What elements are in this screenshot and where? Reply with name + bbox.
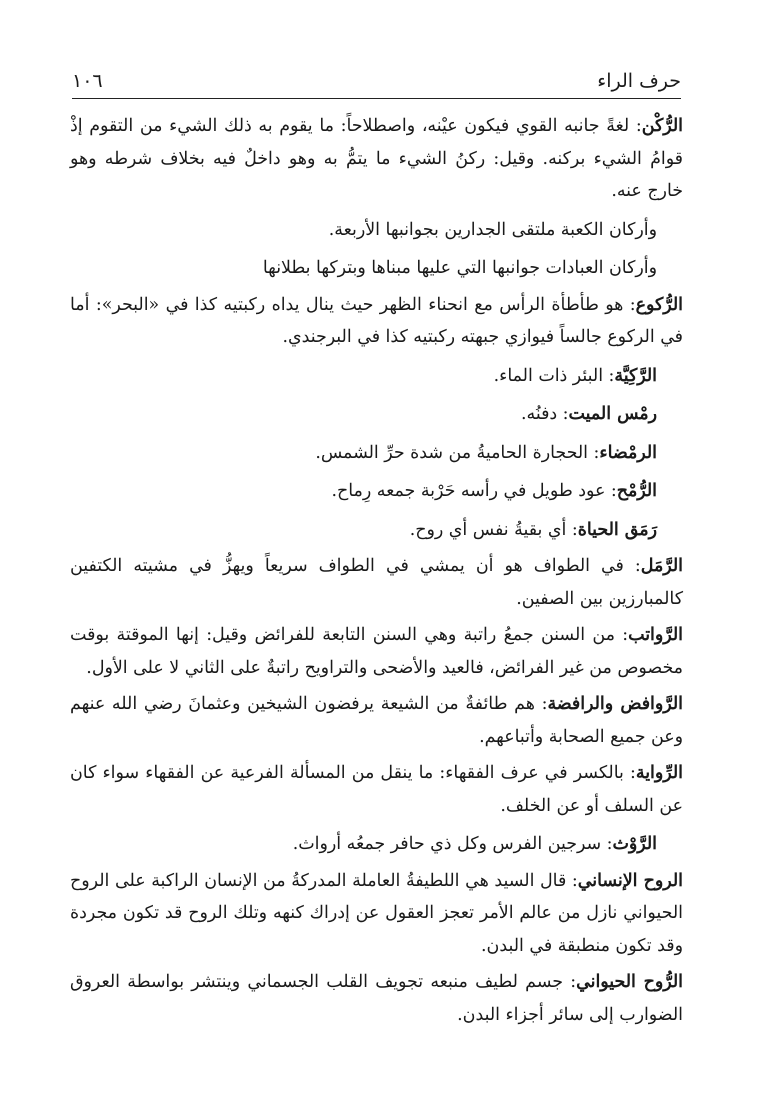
entry-rams bbox=[70, 398, 683, 431]
entry-term: الرَّواتب bbox=[628, 625, 683, 645]
entry-text: : أي بقيةُ نفس أي روح. bbox=[409, 519, 578, 540]
entry-term: الروح الإنساني bbox=[577, 870, 683, 891]
entry-text: : الحجارة الحاميةُ من شدة حرِّ الشمس. bbox=[315, 442, 600, 463]
entry-rawatib bbox=[70, 619, 683, 684]
entry-text: : هو طأطأة الرأس مع انحناء الظهر حيث ينال يداه ركبتيه كذا في «البحر»: أما في الركوع جالساً فيوازي جبهته ركبتيه كذا في البرجندي. bbox=[70, 294, 683, 347]
entry-term: الرُّوح الحيواني bbox=[576, 972, 683, 992]
entry-text: : قال السيد هي اللطيفةُ العاملة المدركةُ من الإنسان الراكبة على الروح الحيواني نازل من عالم الأمر تعجز العقول عن إدراك كنهه وتلك الروح قد تكون مجردة وقد تكون منطبقة في البدن. bbox=[70, 870, 683, 956]
entry-text: وأركان العبادات جوانبها التي عليها مبناها وبتركها بطلانها bbox=[262, 258, 657, 278]
entry-text: : من السنن جمعُ راتبة وهي السنن التابعة للفرائض وقيل: إنها الموقتة بوقت مخصوص من غير الفرائض، فالعيد والأضحى والتراويح راتبةٌ على الثاني لا على الأول. bbox=[70, 625, 683, 678]
entry-term: الرُّمْح bbox=[616, 481, 657, 501]
page-header bbox=[72, 64, 681, 99]
entry-text: : بالكسر في عرف الفقهاء: ما ينقل من المسألة الفرعية عن الفقهاء سواء كان عن السلف أو عن الخلف. bbox=[70, 763, 683, 816]
entry-text: : دفنُه. bbox=[521, 404, 569, 424]
entry-term: الرمْضاء bbox=[599, 442, 657, 463]
entry-term: رمْس الميت bbox=[568, 404, 657, 424]
entry-text: : البئر ذات الماء. bbox=[493, 365, 615, 386]
entry-rakiyya bbox=[70, 360, 683, 393]
page-number: ١٠٦ bbox=[72, 70, 103, 92]
entry-rawth bbox=[70, 828, 683, 861]
entry-rumh bbox=[70, 475, 683, 508]
entry-text: : في الطواف هو أن يمشي في الطواف سريعاً ويهزُّ في مشيته الكتفين كالمبارزين بين الصفين. bbox=[70, 556, 683, 609]
entry-ramal bbox=[70, 550, 683, 615]
entry-rukoo bbox=[70, 289, 683, 354]
entry-note-ibadat bbox=[70, 252, 683, 285]
entry-rawafid bbox=[70, 688, 683, 753]
entry-text: وأركان الكعبة ملتقى الجدارين بجوانبها الأربعة. bbox=[328, 219, 657, 240]
entry-ramaq bbox=[70, 514, 683, 547]
entry-text: : عود طويل في رأسه حَرْبة جمعه رِماح. bbox=[331, 481, 617, 501]
entry-term: الرَّوْث bbox=[612, 834, 657, 854]
entry-ruh-insani bbox=[70, 865, 683, 963]
entry-term: رَمَق الحياة bbox=[577, 519, 657, 540]
entry-term: الرَّمَل bbox=[640, 556, 683, 576]
section-title: حرف الراء bbox=[597, 70, 681, 92]
entry-ruh-hayawani bbox=[70, 966, 683, 1031]
entry-text: : لغةً جانبه القوي فيكون عيْنه، واصطلاحاً: ما يقوم به ذلك الشيء من التقوم إذْ قوامُ الشيء بركنه. وقيل: ركنُ الشيء ما يتمُّ به وهو داخلٌ فيه بخلاف شرطه وهو خارج عنه. bbox=[70, 116, 683, 201]
entry-riwaya bbox=[70, 757, 683, 822]
entry-ramdaa bbox=[70, 437, 683, 470]
entry-term: الرَّوافض والرافضة bbox=[547, 694, 683, 714]
entry-term: الرِّواية bbox=[635, 763, 683, 783]
entry-term: الرُّكوع bbox=[635, 294, 683, 315]
entry-note-kaaba bbox=[70, 214, 683, 247]
entry-term: الرُّكْن bbox=[641, 116, 683, 136]
entry-term: الرَّكِيَّة bbox=[614, 365, 657, 386]
entry-text: : جسم لطيف منبعه تجويف القلب الجسماني وينتشر بواسطة العروق الضوارب إلى سائر أجزاء البدن. bbox=[70, 972, 683, 1025]
entry-text: : هم طائفةٌ من الشيعة يرفضون الشيخين وعثمانَ رضي الله عنهم وعن جميع الصحابة وأتباعهم. bbox=[70, 694, 683, 747]
entry-rukn bbox=[70, 110, 683, 208]
dictionary-content bbox=[70, 110, 683, 1031]
entry-text: : سرجين الفرس وكل ذي حافر جمعُه أرواث. bbox=[292, 834, 613, 854]
